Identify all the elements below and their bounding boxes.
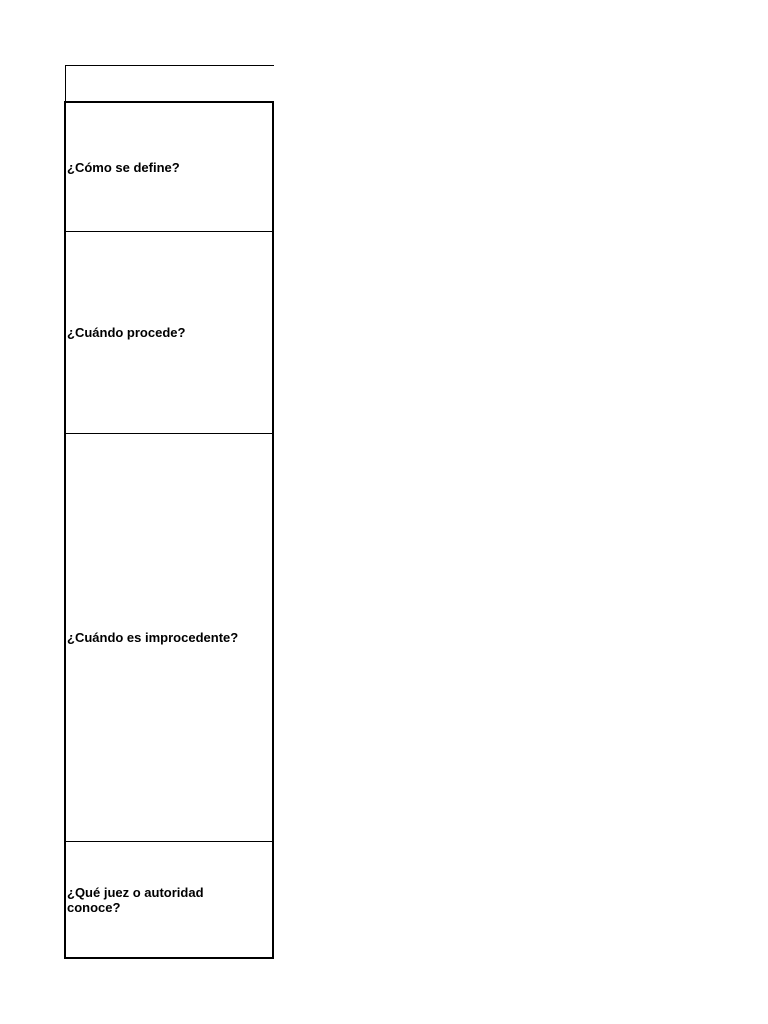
table-row [66,103,272,232]
question-label-definition: ¿Cómo se define? [67,159,180,175]
question-label-when-applies: ¿Cuándo procede? [67,325,186,340]
question-label-when-inadmissible: ¿Cuándo es improcedente? [67,630,239,645]
table-header-cell [65,65,274,101]
question-table [64,101,274,959]
table-row [66,232,272,434]
table-row [66,434,272,842]
question-label-competent-authority: ¿Qué juez o autoridad conoce? [67,884,204,915]
table-row [66,842,272,957]
